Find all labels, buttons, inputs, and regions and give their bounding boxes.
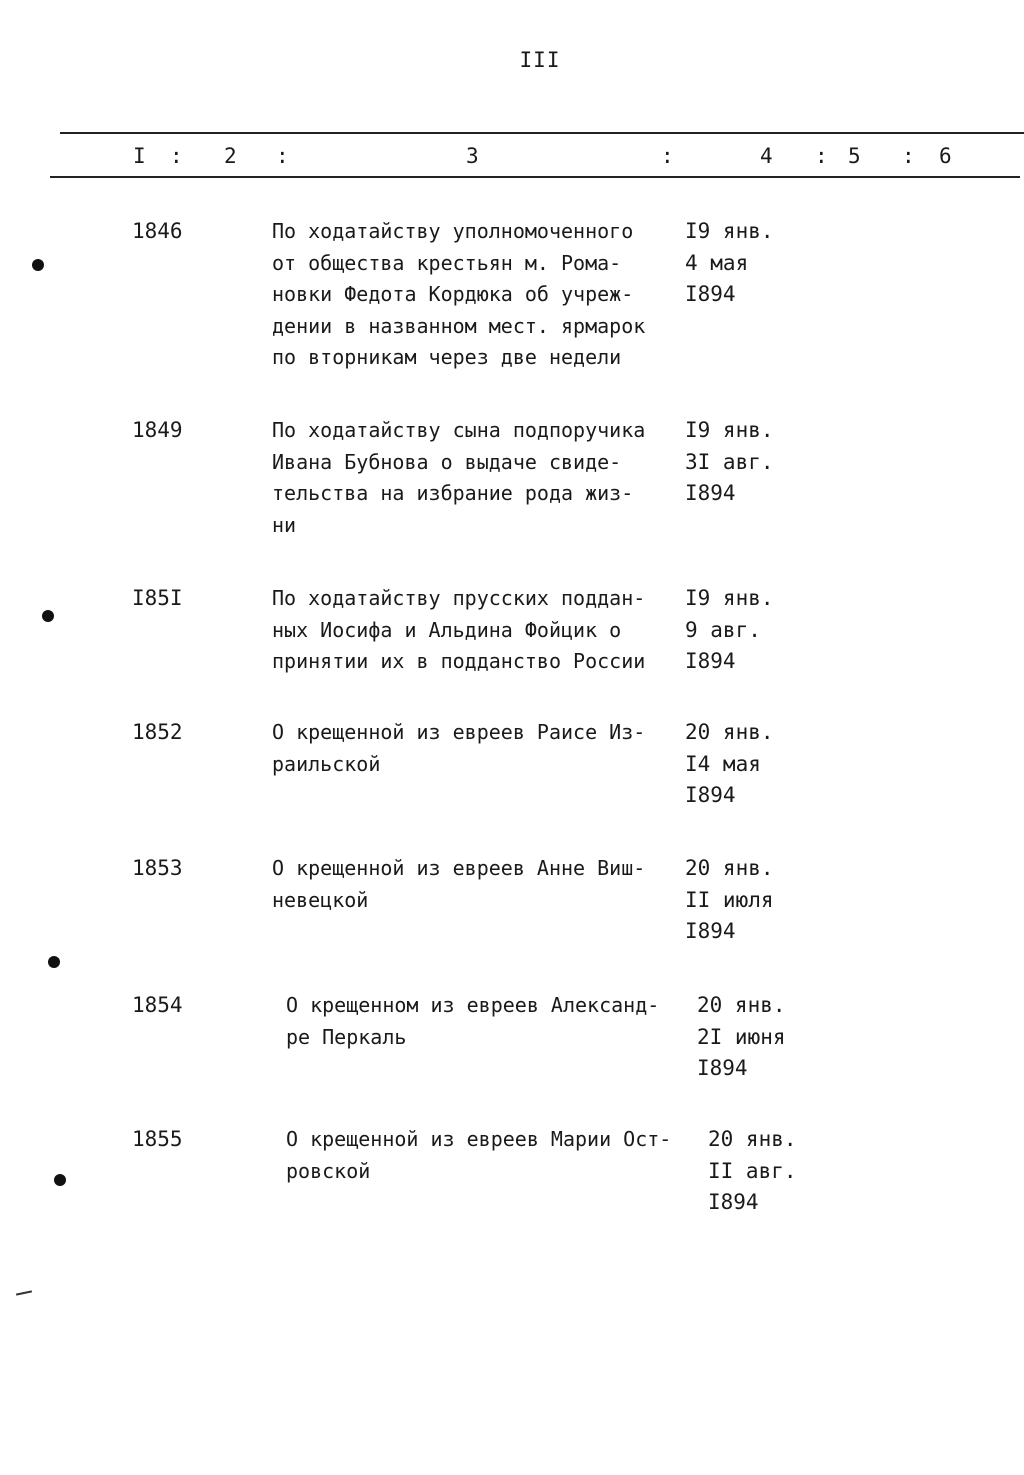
date-start: I9 янв.: [685, 219, 774, 243]
entry-dates: [697, 990, 786, 1085]
header-bottom-rule: [50, 176, 1020, 178]
entry-number: 1849: [132, 418, 183, 442]
date-start: 20 янв.: [697, 993, 786, 1017]
description-line: принятии их в подданство России: [272, 649, 646, 673]
page-number: III: [519, 48, 561, 72]
entry-number: 1853: [132, 856, 183, 880]
entry-number: 1852: [132, 720, 183, 744]
date-year: I894: [685, 481, 736, 505]
entry-dates: [685, 853, 774, 948]
entry-dates: [685, 216, 774, 311]
header-col-2: 2: [224, 144, 237, 168]
header-top-rule: [60, 132, 1024, 134]
entry-description: [272, 583, 645, 678]
description-line: ных Иосифа и Альдина Фойцик о: [272, 617, 622, 642]
punch-hole-mark: [48, 956, 60, 968]
entry-dates: [685, 415, 774, 510]
description-line: ре Перкаль: [286, 1024, 407, 1049]
date-end: 3I авг.: [685, 449, 774, 474]
description-line: О крещенном из евреев Александ-: [286, 993, 660, 1017]
entry-number: 1854: [132, 993, 183, 1017]
header-col-5: 5: [848, 144, 861, 168]
punch-hole-mark: [32, 259, 44, 271]
date-start: I9 янв.: [685, 586, 774, 610]
entry-dates: [708, 1124, 797, 1219]
header-separator: :: [902, 144, 915, 168]
header-col-3: 3: [466, 144, 479, 168]
description-line: новки Федота Кордюка об учреж-: [272, 282, 634, 306]
date-year: I894: [708, 1190, 759, 1214]
header-separator: :: [276, 144, 289, 168]
description-line: По ходатайству сына подпоручика: [272, 418, 646, 442]
description-line: По ходатайству прусских поддан-: [272, 586, 646, 610]
date-year: I894: [685, 919, 736, 943]
description-line: О крещенной из евреев Раисе Из-: [272, 720, 646, 744]
description-line: Ивана Бубнова о выдаче свиде-: [272, 449, 622, 474]
punch-hole-mark: [54, 1174, 66, 1186]
description-line: невецкой: [272, 887, 369, 912]
description-line: О крещенной из евреев Анне Виш-: [272, 856, 646, 880]
description-line: ни: [272, 512, 297, 537]
entry-dates: [685, 583, 774, 678]
header-separator: :: [815, 144, 828, 168]
date-end: 4 мая: [685, 250, 749, 275]
entry-description: [272, 717, 645, 780]
date-start: 20 янв.: [685, 720, 774, 744]
header-col-1: I: [133, 144, 146, 168]
date-end: 2I июня: [697, 1024, 786, 1049]
entry-number: 1846: [132, 219, 183, 243]
entry-dates: [685, 717, 774, 812]
entry-description: [286, 1124, 671, 1187]
date-year: I894: [685, 649, 736, 673]
entry-number: 1855: [132, 1127, 183, 1151]
description-line: По ходатайству уполномоченного: [272, 219, 634, 243]
description-line: О крещенной из евреев Марии Ост-: [286, 1127, 672, 1151]
date-end: I4 мая: [685, 751, 761, 776]
date-year: I894: [697, 1056, 748, 1080]
description-line: по вторникам через две недели: [272, 345, 622, 369]
description-line: тельства на избрание рода жиз-: [272, 481, 634, 505]
description-line: ровской: [286, 1158, 371, 1183]
date-end: II июля: [685, 887, 774, 912]
entry-description: [272, 216, 645, 374]
header-col-4: 4: [760, 144, 773, 168]
punch-hole-mark: [42, 610, 54, 622]
date-start: 20 янв.: [685, 856, 774, 880]
date-year: I894: [685, 282, 736, 306]
entry-description: [286, 990, 659, 1053]
header-col-6: 6: [939, 144, 952, 168]
date-end: 9 авг.: [685, 617, 761, 642]
entry-description: [272, 415, 645, 541]
date-start: I9 янв.: [685, 418, 774, 442]
entry-number: I85I: [132, 586, 183, 610]
description-line: дении в названном мест. ярмарок: [272, 313, 646, 338]
margin-tick-mark: [16, 1290, 32, 1295]
date-start: 20 янв.: [708, 1127, 797, 1151]
date-year: I894: [685, 783, 736, 807]
description-line: от общества крестьян м. Рома-: [272, 250, 622, 275]
date-end: II авг.: [708, 1158, 797, 1183]
entry-description: [272, 853, 645, 916]
header-separator: :: [661, 144, 674, 168]
header-separator: :: [170, 144, 183, 168]
description-line: раильской: [272, 751, 381, 776]
